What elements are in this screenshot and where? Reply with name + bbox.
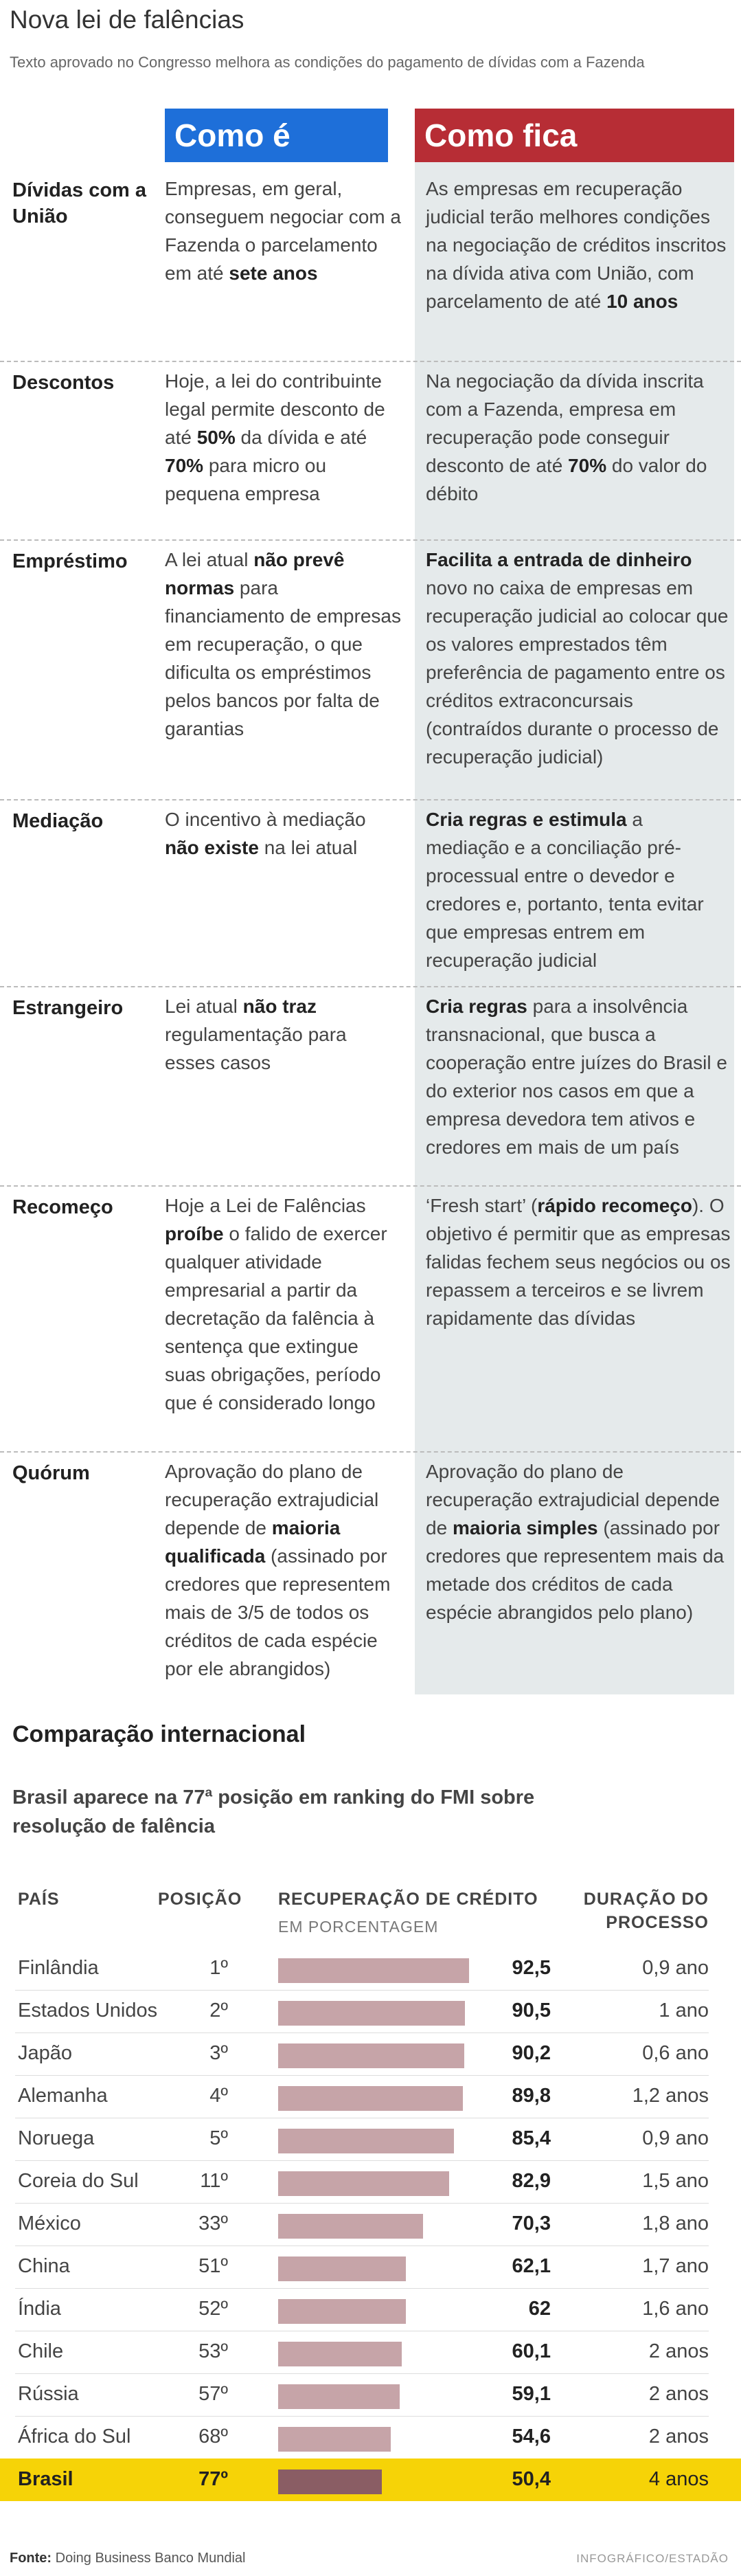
recovery-bar bbox=[278, 2043, 464, 2068]
text-segment: (assinado por credores que representem mais de 3/5 de todos os créditos de cada espécie por ele abrangidos) bbox=[165, 1545, 391, 1679]
country-name: Finlândia bbox=[18, 1957, 99, 1979]
recovery-value: 54,6 bbox=[512, 2426, 551, 2448]
country-name: Brasil bbox=[18, 2468, 73, 2490]
text-segment: Empresas, em geral, conseguem negociar com a Fazenda o parcelamento em até bbox=[165, 178, 401, 284]
row-divider bbox=[0, 1185, 741, 1187]
duration-value: 1,5 ano bbox=[642, 2170, 709, 2192]
position-value: 51º bbox=[198, 2255, 228, 2277]
bold-text: Facilita a entrada de dinheiro bbox=[426, 549, 692, 570]
recovery-bar bbox=[278, 2427, 391, 2452]
text-segment: para micro ou pequena empresa bbox=[165, 455, 327, 504]
text-segment: do valor do débito bbox=[426, 455, 707, 504]
row-label: Empréstimo bbox=[12, 550, 128, 572]
position-value: 52º bbox=[198, 2298, 228, 2320]
bold-text: maioria qualificada bbox=[165, 1517, 341, 1567]
table-row bbox=[0, 2459, 741, 2501]
position-value: 53º bbox=[198, 2340, 228, 2362]
text-segment: regulamentação para esses casos bbox=[165, 1024, 347, 1073]
table-row bbox=[0, 2160, 741, 2203]
recovery-value: 90,2 bbox=[512, 2042, 551, 2064]
text-segment: na lei atual bbox=[258, 837, 358, 858]
country-name: México bbox=[18, 2213, 81, 2235]
position-value: 4º bbox=[209, 2085, 228, 2107]
cell-como-e bbox=[165, 1191, 402, 1417]
table-row bbox=[0, 2288, 741, 2331]
row-divider bbox=[0, 539, 741, 541]
recovery-value: 85,4 bbox=[512, 2127, 551, 2149]
bold-text: rápido recomeço bbox=[537, 1195, 692, 1216]
position-value: 3º bbox=[209, 2042, 228, 2064]
row-label: Descontos bbox=[12, 372, 115, 394]
text-segment: para a insolvência transnacional, que busca a cooperação entre juízes do Brasil e do exterior nos casos em que a empresa devedora tem ativos e credores em mais de um país bbox=[426, 996, 727, 1158]
duration-value: 1,8 ano bbox=[642, 2213, 709, 2235]
recovery-bar bbox=[278, 2086, 463, 2111]
row-divider bbox=[0, 1451, 741, 1453]
table-row bbox=[0, 2373, 741, 2416]
text-segment: Na negociação da dívida inscrita com a Fazenda, empresa em recuperação pode conseguir desconto de até bbox=[426, 370, 704, 476]
column-header-como-e: Como é bbox=[165, 109, 388, 162]
recovery-bar bbox=[278, 2384, 400, 2409]
duration-value: 1 ano bbox=[659, 2000, 709, 2021]
duration-value: 0,9 ano bbox=[642, 1957, 709, 1979]
row-label: Recomeço bbox=[12, 1196, 113, 1218]
recovery-bar bbox=[278, 2256, 406, 2281]
cell-como-fica bbox=[426, 1457, 731, 1626]
recovery-bar bbox=[278, 2342, 402, 2366]
country-name: China bbox=[18, 2255, 70, 2277]
table-row bbox=[0, 1947, 741, 1990]
recovery-value: 92,5 bbox=[512, 1957, 551, 1979]
text-segment: Lei atual bbox=[165, 996, 243, 1017]
row-divider bbox=[0, 361, 741, 362]
bold-text: não prevê normas bbox=[165, 549, 345, 598]
recovery-bar bbox=[278, 2001, 465, 2026]
country-name: Japão bbox=[18, 2042, 73, 2064]
text-segment: Hoje a Lei de Falências bbox=[165, 1195, 366, 1216]
cell-como-e bbox=[165, 805, 402, 862]
page-subtitle: Texto aprovado no Congresso melhora as condições do pagamento de dívidas com a Fazenda bbox=[10, 54, 645, 71]
header-recovery-unit: EM PORCENTAGEM bbox=[278, 1918, 439, 1936]
duration-value: 1,6 ano bbox=[642, 2298, 709, 2320]
duration-value: 1,2 anos bbox=[632, 2085, 709, 2107]
position-value: 11º bbox=[200, 2170, 228, 2192]
cell-como-fica bbox=[426, 367, 731, 508]
source-note bbox=[10, 2551, 245, 2566]
duration-value: 0,6 ano bbox=[642, 2042, 709, 2064]
recovery-value: 90,5 bbox=[512, 2000, 551, 2021]
duration-value: 2 anos bbox=[648, 2340, 709, 2362]
table-row bbox=[0, 2032, 741, 2075]
bold-text: Cria regras bbox=[426, 996, 527, 1017]
recovery-value: 62,1 bbox=[512, 2255, 551, 2277]
duration-value: 2 anos bbox=[648, 2383, 709, 2405]
table-row bbox=[0, 2416, 741, 2459]
bold-text: 70% bbox=[568, 455, 607, 476]
position-value: 57º bbox=[198, 2383, 228, 2405]
row-label: Estrangeiro bbox=[12, 997, 124, 1019]
cell-como-fica bbox=[426, 1191, 731, 1332]
cell-como-fica bbox=[426, 175, 731, 315]
text-segment: da dívida e até bbox=[235, 427, 367, 448]
text-segment: ‘Fresh start’ ( bbox=[426, 1195, 538, 1216]
bold-text: sete anos bbox=[229, 262, 318, 284]
position-value: 33º bbox=[198, 2213, 228, 2235]
duration-value: 4 anos bbox=[648, 2468, 709, 2490]
recovery-value: 50,4 bbox=[512, 2468, 551, 2490]
bold-text: 10 anos bbox=[606, 291, 679, 312]
country-name: África do Sul bbox=[18, 2426, 131, 2448]
table-row bbox=[0, 1990, 741, 2032]
header-position: POSIÇÃO bbox=[158, 1890, 242, 1909]
country-name: Chile bbox=[18, 2340, 64, 2362]
text-segment: ). O objetivo é permitir que as empresas falidas fechem seus negócios ou os repassem a terceiros e se livrem rapidamente das dívidas bbox=[426, 1195, 731, 1329]
column-header-como-fica: Como fica bbox=[415, 109, 734, 162]
source-text: Doing Business Banco Mundial bbox=[55, 2551, 246, 2566]
cell-como-fica bbox=[426, 546, 731, 771]
comparison-subtitle: Brasil aparece na 77ª posição em ranking do FMI sobre resolução de falência bbox=[12, 1787, 535, 1837]
table-row bbox=[0, 2245, 741, 2288]
row-divider bbox=[0, 799, 741, 800]
cell-como-fica bbox=[426, 992, 731, 1161]
recovery-bar bbox=[278, 1958, 469, 1983]
duration-value: 2 anos bbox=[648, 2426, 709, 2448]
table-row bbox=[0, 2118, 741, 2160]
cell-como-e bbox=[165, 992, 402, 1077]
cell-como-e bbox=[165, 367, 402, 508]
table-row bbox=[0, 2203, 741, 2245]
header-duration: DURAÇÃO DO PROCESSO bbox=[583, 1890, 709, 1932]
duration-value: 0,9 ano bbox=[642, 2127, 709, 2149]
recovery-value: 62 bbox=[528, 2298, 551, 2320]
cell-como-e bbox=[165, 175, 402, 287]
position-value: 68º bbox=[198, 2426, 228, 2448]
bold-text: não traz bbox=[242, 996, 317, 1017]
position-value: 77º bbox=[198, 2468, 228, 2490]
bold-text: proíbe bbox=[165, 1223, 224, 1244]
source-label: Fonte: bbox=[10, 2551, 52, 2566]
recovery-value: 59,1 bbox=[512, 2383, 551, 2405]
text-segment: O incentivo à mediação bbox=[165, 809, 366, 830]
country-name: Estados Unidos bbox=[18, 2000, 158, 2021]
table-row bbox=[0, 2331, 741, 2373]
header-recovery: RECUPERAÇÃO DE CRÉDITO bbox=[278, 1890, 538, 1909]
text-segment: As empresas em recuperação judicial terão melhores condições na negociação de créditos inscritos na dívida ativa com União, com parcelamento de até bbox=[426, 178, 727, 312]
recovery-value: 70,3 bbox=[512, 2213, 551, 2235]
bold-text: Cria regras e estimula bbox=[426, 809, 627, 830]
cell-como-fica bbox=[426, 805, 731, 974]
country-name: Coreia do Sul bbox=[18, 2170, 139, 2192]
credit-logo: INFOGRÁFICO/ESTADÃO bbox=[576, 2552, 729, 2565]
cell-como-e bbox=[165, 546, 402, 743]
recovery-bar bbox=[278, 2171, 449, 2196]
duration-value: 1,7 ano bbox=[642, 2255, 709, 2277]
comparison-title: Comparação internacional bbox=[12, 1721, 306, 1747]
bold-text: maioria simples bbox=[452, 1517, 598, 1538]
page-title: Nova lei de falências bbox=[10, 5, 244, 34]
recovery-bar bbox=[278, 2299, 406, 2324]
position-value: 5º bbox=[209, 2127, 228, 2149]
recovery-value: 82,9 bbox=[512, 2170, 551, 2192]
recovery-bar bbox=[278, 2129, 454, 2153]
bold-text: não existe bbox=[165, 837, 259, 858]
bold-text: 70% bbox=[165, 455, 204, 476]
country-name: Rússia bbox=[18, 2383, 79, 2405]
recovery-bar bbox=[278, 2214, 423, 2239]
position-value: 1º bbox=[209, 1957, 228, 1979]
text-segment: A lei atual bbox=[165, 549, 254, 570]
recovery-bar bbox=[278, 2469, 382, 2494]
row-divider bbox=[0, 986, 741, 987]
table-row bbox=[0, 2075, 741, 2118]
header-country: PAÍS bbox=[18, 1890, 60, 1909]
bold-text: 50% bbox=[196, 427, 236, 448]
text-segment: Aprovação do plano de recuperação extrajudicial depende de bbox=[165, 1461, 379, 1538]
row-label: Mediação bbox=[12, 810, 104, 832]
country-name: Noruega bbox=[18, 2127, 95, 2149]
row-label: Quórum bbox=[12, 1462, 90, 1484]
recovery-value: 89,8 bbox=[512, 2085, 551, 2107]
cell-como-e bbox=[165, 1457, 402, 1683]
country-name: Índia bbox=[18, 2298, 61, 2320]
text-segment: (assinado por credores que representem mais da metade dos créditos de cada espécie abrangidos pelo plano) bbox=[426, 1517, 725, 1623]
text-segment: para financiamento de empresas em recuperação, o que dificulta os empréstimos pelos bancos por falta de garantias bbox=[165, 577, 401, 739]
recovery-value: 60,1 bbox=[512, 2340, 551, 2362]
text-segment: Aprovação do plano de recuperação extrajudicial depende de bbox=[426, 1461, 720, 1538]
text-segment: Hoje, a lei do contribuinte legal permite desconto de até bbox=[165, 370, 385, 448]
text-segment: o falido de exercer qualquer atividade empresarial a partir da decretação da falência à sentença que extingue suas obrigações, período que é considerado longo bbox=[165, 1223, 387, 1413]
text-segment: a mediação e a conciliação pré-processual entre o devedor e credores e, portanto, tenta evitar que empresas entrem em recuperação judicial bbox=[426, 809, 704, 971]
text-segment: novo no caixa de empresas em recuperação judicial ao colocar que os valores emprestados têm preferência de pagamento entre os créditos extraconcursais (contraídos durante o processo de recuperação judicial) bbox=[426, 577, 729, 768]
country-name: Alemanha bbox=[18, 2085, 108, 2107]
position-value: 2º bbox=[209, 2000, 228, 2021]
row-label: Dívidas com a União bbox=[12, 179, 147, 227]
